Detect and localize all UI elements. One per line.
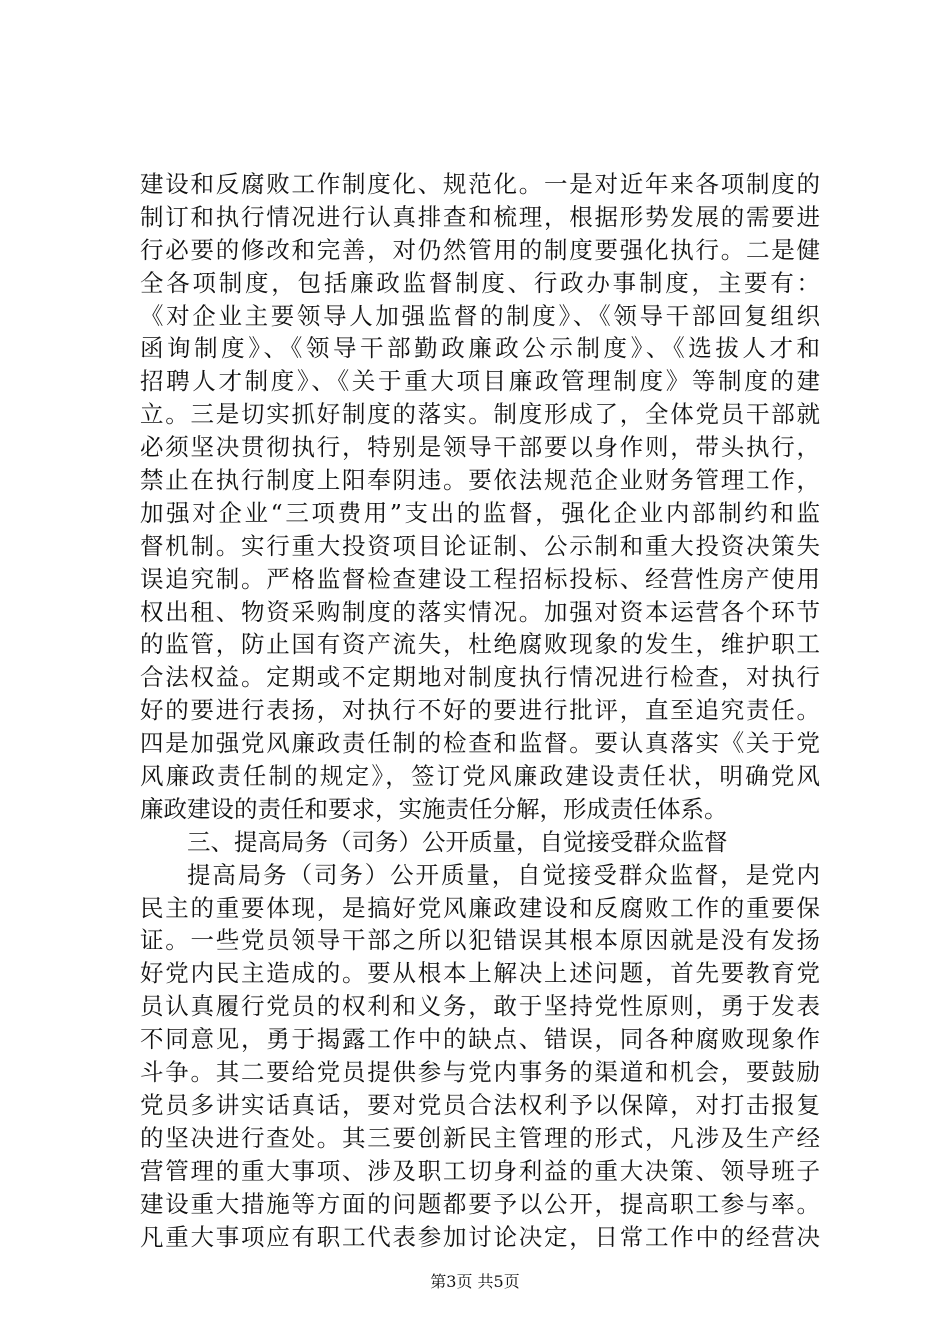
text-line: 误追究制。严格监督检查建设工程招标投标、经营性房产使用 xyxy=(140,564,820,593)
text-line: 招聘人才制度》、《关于重大项目廉政管理制度》等制度的建 xyxy=(140,367,820,396)
text-line: 斗争。其二要给党员提供参与党内事务的渠道和机会，要鼓励 xyxy=(140,1058,820,1087)
text-line: 函询制度》、《领导干部勤政廉政公示制度》、《选拔人才和 xyxy=(140,334,820,363)
text-line: 好党内民主造成的。要从根本上解决上述问题，首先要教育党 xyxy=(140,959,820,988)
text-line: 禁止在执行制度上阳奉阴违。要依法规范企业财务管理工作， xyxy=(140,466,820,495)
text-line: 民主的重要体现，是搞好党风廉政建设和反腐败工作的重要保 xyxy=(140,893,820,922)
text-line: 督机制。实行重大投资项目论证制、公示制和重大投资决策失 xyxy=(140,531,820,560)
text-line: 风廉政责任制的规定》，签订党风廉政建设责任状，明确党风 xyxy=(140,762,820,791)
text-line: 权出租、物资采购制度的落实情况。加强对资本运营各个环节 xyxy=(140,597,820,626)
text-line: 员认真履行党员的权利和义务，敢于坚持党性原则，勇于发表 xyxy=(140,992,820,1021)
text-line: 建设和反腐败工作制度化、规范化。一是对近年来各项制度的 xyxy=(140,170,820,198)
text-line: 好的要进行表扬，对执行不好的要进行批评，直至追究责任。 xyxy=(140,696,820,725)
text-line: 的监管，防止国有资产流失，杜绝腐败现象的发生，维护职工 xyxy=(140,630,820,659)
document-body xyxy=(140,168,820,1253)
text-line: 立。三是切实抓好制度的落实。制度形成了，全体党员干部就 xyxy=(140,400,820,429)
paragraph-first-line: 提高局务（司务）公开质量，自觉接受群众监督，是党内 xyxy=(187,860,820,889)
text-line: 合法权益。定期或不定期地对制度执行情况进行检查，对执行 xyxy=(140,663,820,692)
text-line: 证。一些党员领导干部之所以犯错误其根本原因就是没有发扬 xyxy=(140,926,820,955)
text-line: 的坚决进行查处。其三要创新民主管理的形式，凡涉及生产经 xyxy=(140,1123,820,1152)
text-line: 营管理的重大事项、涉及职工切身利益的重大决策、领导班子 xyxy=(140,1156,820,1185)
section-heading: 三、提高局务（司务）公开质量，自觉接受群众监督 xyxy=(187,827,728,856)
paragraph-last-line: 廉政建设的责任和要求，实施责任分解，形成责任体系。 xyxy=(140,794,728,823)
text-line: 加强对企业“三项费用”支出的监督，强化企业内部制约和监 xyxy=(140,498,820,527)
text-line: 必须坚决贯彻执行，特别是领导干部要以身作则，带头执行， xyxy=(140,433,820,462)
text-line: 不同意见，勇于揭露工作中的缺点、错误，同各种腐败现象作 xyxy=(140,1025,820,1054)
text-line: 党员多讲实话真话，要对党员合法权利予以保障，对打击报复 xyxy=(140,1090,820,1119)
text-line: 建设重大措施等方面的问题都要予以公开，提高职工参与率。 xyxy=(140,1189,820,1218)
text-line: 四是加强党风廉政责任制的检查和监督。要认真落实《关于党 xyxy=(140,729,820,758)
text-line: 行必要的修改和完善，对仍然管用的制度要强化执行。二是健 xyxy=(140,235,820,264)
text-line: 凡重大事项应有职工代表参加讨论决定，日常工作中的经营决 xyxy=(140,1222,820,1251)
text-line: 全各项制度，包括廉政监督制度、行政办事制度，主要有： xyxy=(140,268,820,297)
page-number-footer: 第3页 共5页 xyxy=(430,1272,520,1291)
text-line: 制订和执行情况进行认真排查和梳理，根据形势发展的需要进 xyxy=(140,202,820,231)
text-line: 《对企业主要领导人加强监督的制度》、《领导干部回复组织 xyxy=(140,301,820,330)
